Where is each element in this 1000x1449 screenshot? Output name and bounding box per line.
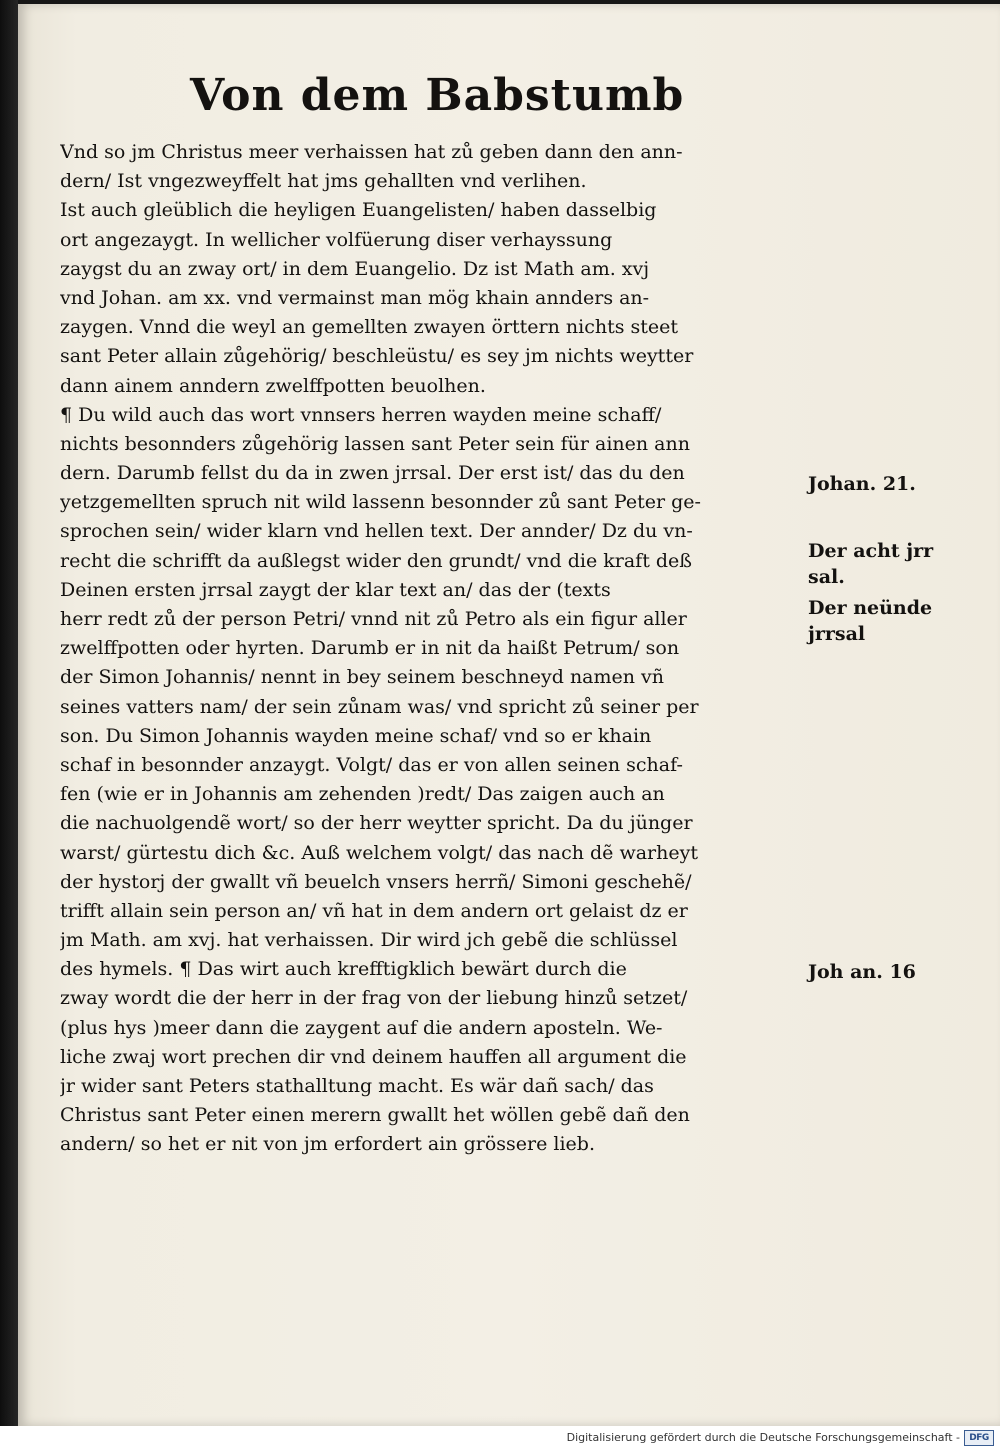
text-line: sant Peter allain zůgehörig/ beschleüstu/ es sey jm nichts weytter <box>60 345 694 368</box>
text-line: ¶ Du wild auch das wort vnnsers herren wayden meine schaff/ <box>60 403 662 426</box>
text-line: der Simon Johannis/ nennt in bey seinem beschneyd namen vñ <box>60 666 665 689</box>
text-line: die nachuolgendẽ wort/ so der herr weytter spricht. Da du jünger <box>60 812 693 835</box>
text-line: warst/ gürtestu dich &c. Auß welchem volgt/ das nach dẽ warheyt <box>60 841 698 864</box>
text-line: vnd Johan. am xx. vnd vermainst man mög khain annders an- <box>60 286 650 309</box>
text-line: zway wordt die der herr in der frag von der liebung hinzů setzet/ <box>60 987 688 1010</box>
text-line: herr redt zů der person Petri/ vnnd nit zů Petro als ein figur aller <box>60 608 687 630</box>
margin-note-text: Joh an. 16 <box>808 961 916 983</box>
text-line: dern. Darumb fellst du da in zwen jrrsal. Der erst ist/ das du den <box>60 462 685 485</box>
text-line: ort angezaygt. In wellicher volfüerung diser verhayssung <box>60 228 613 251</box>
text-line: (plus hys )meer dann die zaygent auf die andern aposteln. We- <box>60 1016 663 1039</box>
funding-credit: Digitalisierung gefördert durch die Deutsche Forschungsgemeinschaft - <box>566 1431 960 1444</box>
text-line: des hymels. ¶ Das wirt auch krefftigklich bewärt durch die <box>60 958 627 981</box>
text-line: Deinen ersten jrrsal zaygt der klar text an/ das der (texts <box>60 578 611 601</box>
margin-note-text: Johan. 21. <box>808 473 916 495</box>
margin-note-text: Der neünde <box>808 597 933 619</box>
text-line: yetzgemellten spruch nit wild lassenn besonnder zů sant Peter ge- <box>60 491 701 514</box>
margin-note-text: sal. <box>808 566 845 588</box>
margin-note-text: jrrsal <box>808 623 866 645</box>
text-line: dann ainem anndern zwelffpotten beuolhen. <box>60 374 486 397</box>
margin-note-text: Der acht jrr <box>808 540 934 562</box>
text-line: liche zwaj wort prechen dir vnd deinem hauffen all argument die <box>60 1045 687 1068</box>
text-line: Ist auch gleüblich die heyligen Euangelisten/ haben dasselbig <box>60 199 657 222</box>
text-line: sprochen sein/ wider klarn vnd hellen text. Der annder/ Dz du vn- <box>60 520 693 543</box>
footer-bar <box>0 1426 1000 1449</box>
text-line: jm Math. am xvj. hat verhaissen. Dir wird jch gebẽ die schlüssel <box>60 929 678 952</box>
margin-note-johan-16 <box>808 959 916 985</box>
text-line: andern/ so het er nit von jm erfordert ain grössere lieb. <box>60 1133 595 1156</box>
body-text <box>60 138 800 1160</box>
text-line: fen (wie er in Johannis am zehenden )redt/ Das zaigen auch an <box>60 783 665 806</box>
text-line: trifft allain sein person an/ vñ hat in dem andern ort gelaist dz er <box>60 899 688 922</box>
dfg-logo: DFG <box>964 1430 994 1446</box>
text-line: nichts besonnders zůgehörig lassen sant Peter sein für ainen ann <box>60 432 690 455</box>
page-heading: Von dem Babstumb <box>190 70 685 121</box>
text-line: zwelffpotten oder hyrten. Darumb er in nit da haißt Petrum/ son <box>60 637 680 660</box>
text-line: son. Du Simon Johannis wayden meine schaf/ vnd so er khain <box>60 724 652 747</box>
text-line: jr wider sant Peters stathalltung macht. Es wär dañ sach/ das <box>60 1075 654 1097</box>
margin-note-johan-21 <box>808 471 916 497</box>
text-line: zaygen. Vnnd die weyl an gemellten zwayen örttern nichts steet <box>60 316 679 339</box>
text-line: zaygst du an zway ort/ in dem Euangelio. Dz ist Math am. xvj <box>60 257 650 280</box>
book-binding-edge <box>0 0 18 1449</box>
text-line: der hystorj der gwallt vñ beuelch vnsers herrñ/ Simoni geschehẽ/ <box>60 870 692 893</box>
text-line: Christus sant Peter einen merern gwallt het wöllen gebẽ dañ den <box>60 1104 690 1127</box>
text-line: dern/ Ist vngezweyffelt hat jms gehallten vnd verlihen. <box>60 170 587 193</box>
text-line: Vnd so jm Christus meer verhaissen hat zů geben dann den ann- <box>60 141 683 163</box>
text-line: seines vatters nam/ der sein zůnam was/ vnd spricht zů seiner per <box>60 695 699 718</box>
text-line: recht die schrifft da außlegst wider den grundt/ vnd die kraft deß <box>60 549 692 572</box>
book-page <box>18 4 1000 1426</box>
margin-note-eighth-error <box>808 538 933 590</box>
margin-note-ninth-error <box>808 595 932 647</box>
text-line: schaf in besonnder anzaygt. Volgt/ das er von allen seinen schaf- <box>60 753 683 776</box>
